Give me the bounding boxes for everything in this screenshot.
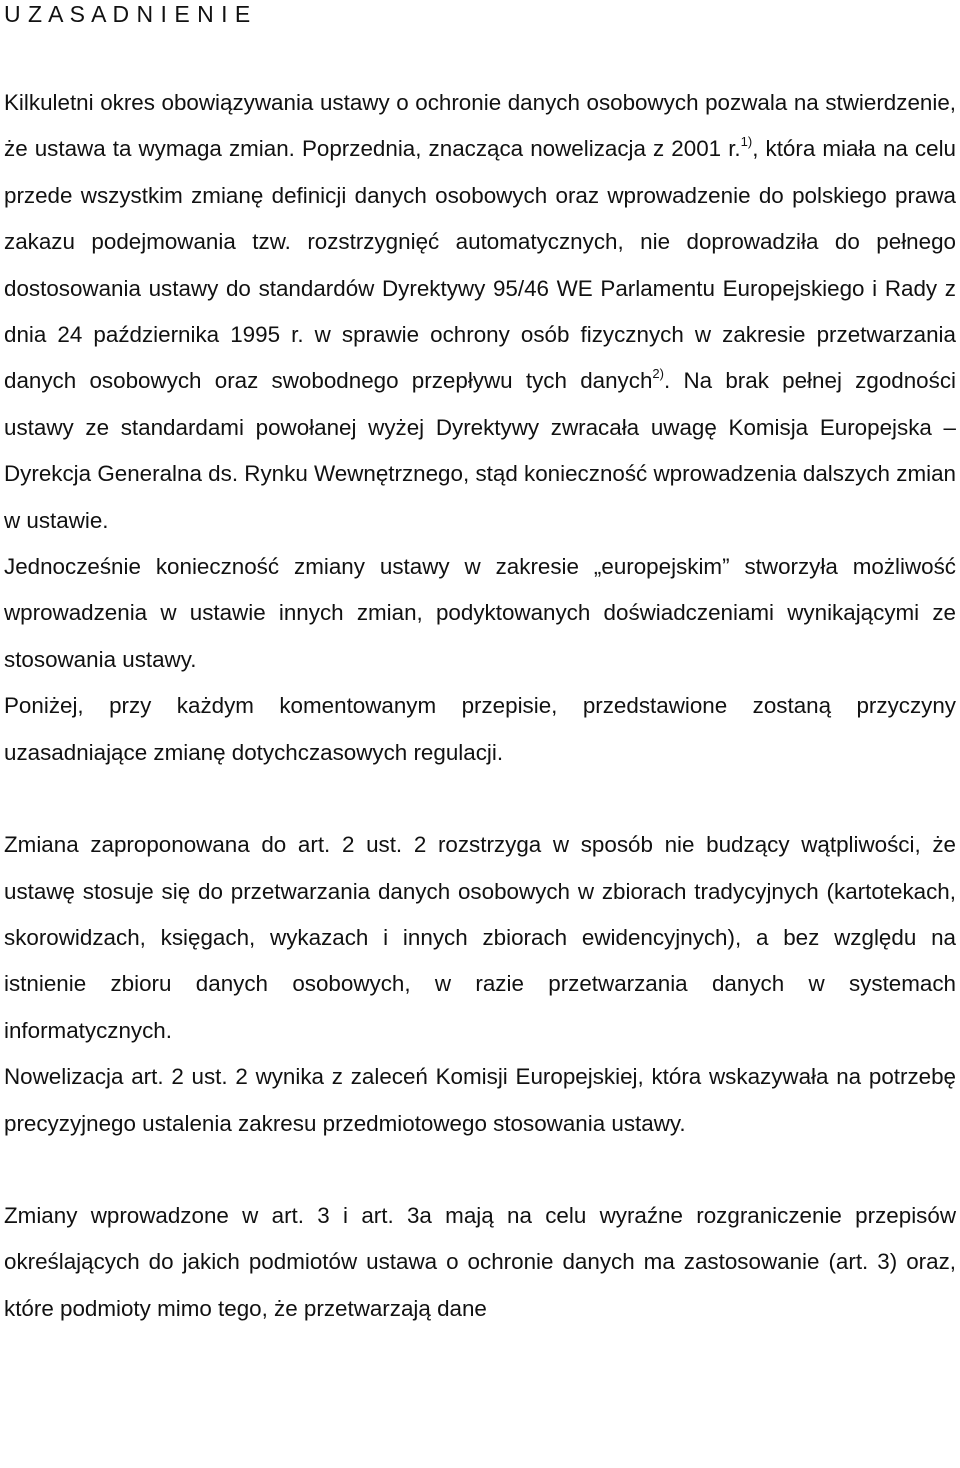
paragraph-art2-ust2: Zmiana zaproponowana do art. 2 ust. 2 rozstrzyga w sposób nie budzący wątpliwości, że ustawę stosuje się do przetwarzania danych osobowych w zbiorach tradycyjnych (kartotekach, skorowidzach, księgach, wykazach i innych zbiorach ewidencyjnych), a bez względu na istnienie zbioru danych osobowych, w razie przetwarzania danych w systemach informatycznych.	[4, 832, 956, 1043]
paragraph-intro-text-2: , która miała na celu przede wszystkim zmianę definicji danych osobowych oraz wprowadzenie do polskiego prawa zakazu podejmowania tzw. rozstrzygnięć automatycznych, nie doprowadziła do pełnego dostosowania ustawy do standardów Dyrektywy 95/46 WE Parlamentu Europejskiego i Rady z dnia 24 października 1995 r. w sprawie ochrony osób fizycznych w zakresie przetwarzania danych osobowych oraz swobodnego przepływu tych danych	[4, 136, 956, 394]
document-heading: U Z A S A D N I E N I E	[4, 1, 251, 27]
paragraph-art3: Zmiany wprowadzone w art. 3 i art. 3a mają na celu wyraźne rozgraniczenie przepisów określających do jakich podmiotów ustawa o ochronie danych ma zastosowanie (art. 3) oraz, które podmioty mimo tego, że przetwarzają dane	[4, 1202, 956, 1321]
footnote-ref-1: 1)	[740, 134, 753, 150]
paragraph-intro-text-1: Kilkuletni okres obowiązywania ustawy o ochronie danych osobowych pozwala na stwierdzenie, że ustawa ta wymaga zmian. Poprzednia, znacząca nowelizacja z 2001 r.	[4, 90, 956, 162]
document-page	[4, 0, 956, 1332]
paragraph-intro-text-3: . Na brak pełnej zgodności ustawy ze standardami powołanej wyżej Dyrektywy zwracała uwagę Komisja Europejska – Dyrekcja Generalna ds. Rynku Wewnętrznego, stąd konieczność wprowadzenia dalszych zmian w ustawie.	[4, 368, 956, 533]
footnote-ref-2: 2)	[652, 366, 664, 382]
paragraph-art2-commission: Nowelizacja art. 2 ust. 2 wynika z zaleceń Komisji Europejskiej, która wskazywała na potrzebę precyzyjnego ustalenia zakresu przedmiotowego stosowania ustawy.	[4, 1064, 956, 1136]
paragraph-spacer	[4, 776, 956, 822]
paragraph-intro	[4, 80, 956, 544]
paragraph-european-scope: Jednocześnie konieczność zmiany ustawy w zakresie „europejskim” stworzyła możliwość wprowadzenia w ustawie innych zmian, podyktowanych doświadczeniami wynikającymi ze stosowania ustawy.	[4, 554, 956, 672]
paragraph-reasons: Poniżej, przy każdym komentowanym przepisie, przedstawione zostaną przyczyny uzasadniające zmianę dotychczasowych regulacji.	[4, 693, 956, 765]
paragraph-spacer	[4, 1147, 956, 1193]
